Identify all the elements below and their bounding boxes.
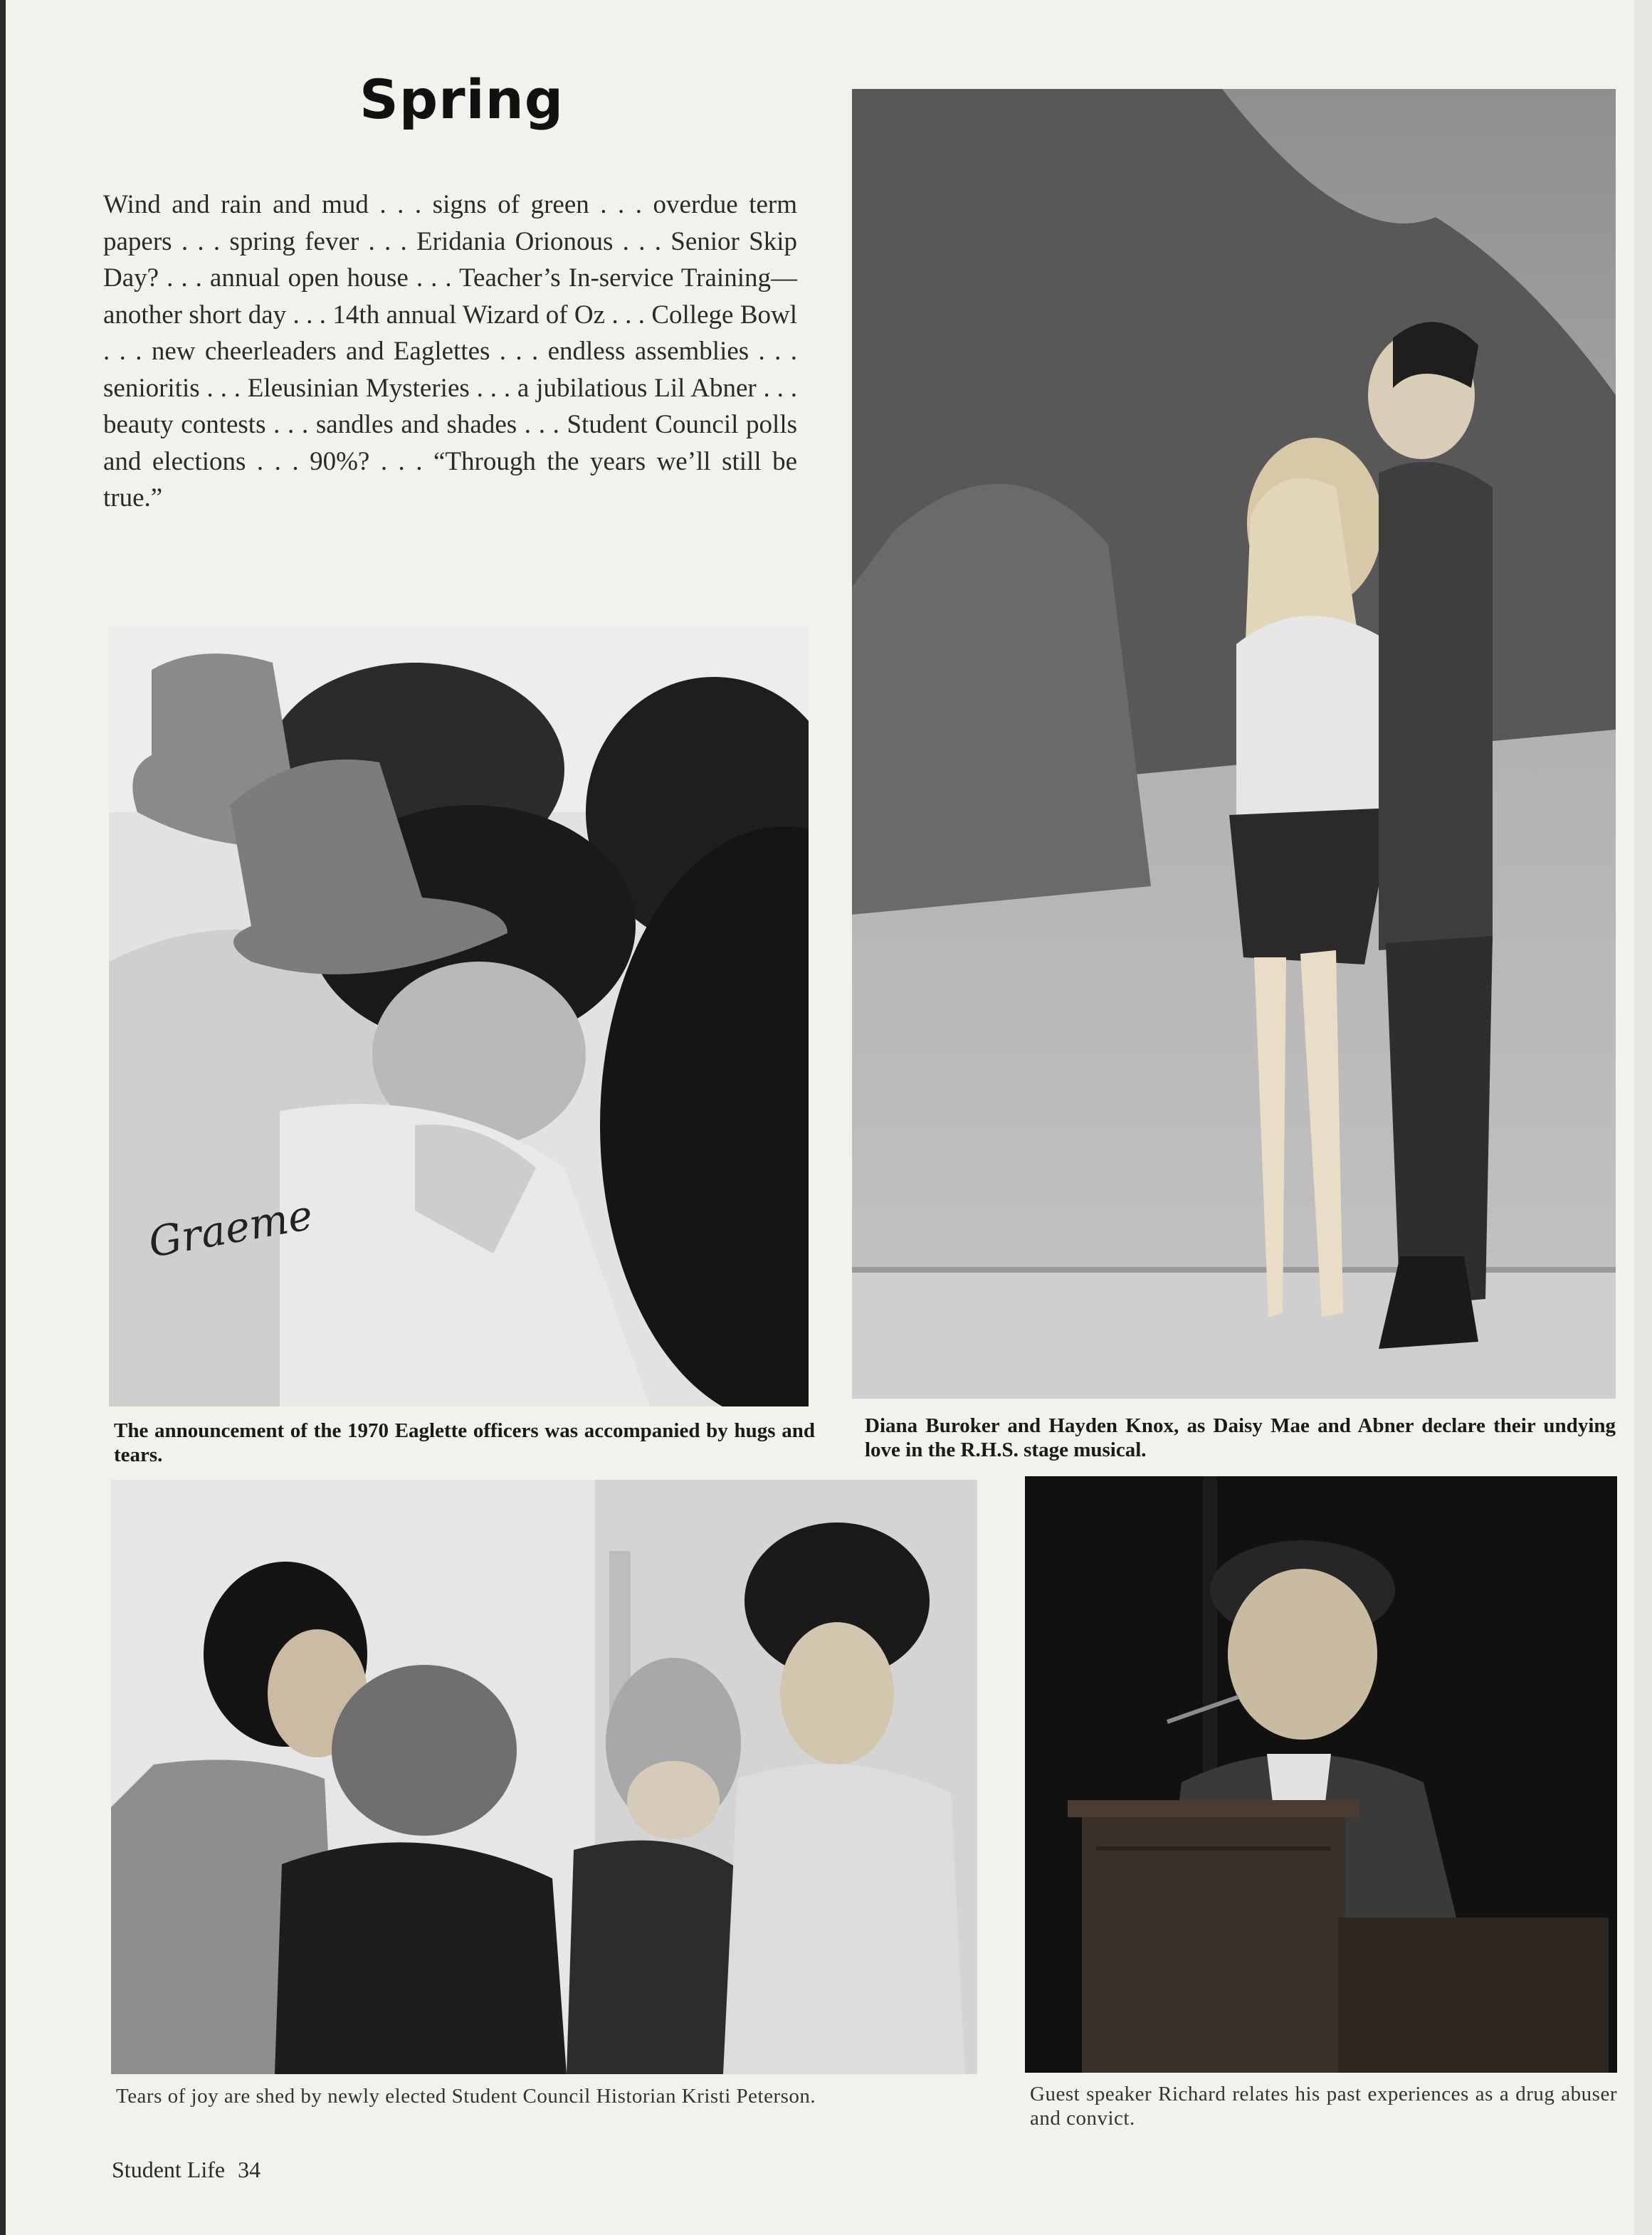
footer-page-number: 34 xyxy=(238,2157,261,2182)
photo-eaglette-hugs xyxy=(109,627,809,1406)
page-footer xyxy=(112,2157,261,2183)
jacket-lettering: Graeme xyxy=(144,1190,317,1267)
caption-tears: Tears of joy are shed by newly elected Student Council Historian Kristi Peterson. xyxy=(116,2085,816,2108)
caption-speaker: Guest speaker Richard relates his past experiences as a drug abuser and convict. xyxy=(1030,2083,1617,2130)
photo-guest-speaker xyxy=(1025,1476,1617,2073)
caption-eaglette: The announcement of the 1970 Eaglette officers was accompanied by hugs and tears. xyxy=(114,1419,815,1466)
binding-edge xyxy=(0,0,6,2235)
footer-section: Student Life xyxy=(112,2157,226,2182)
intro-paragraph: Wind and rain and mud . . . signs of green . . . overdue term papers . . . spring fever . . . Eridania Orionous . . . Senior Skip Day? . . . annual open house . . . Teacher’s In-service Training—another short day . . . 14th annual Wizard of Oz . . . College Bowl . . . new cheerleaders and Eaglettes . . . endless assemblies . . . senioritis . . . Eleusinian Mysteries . . . a jubilatious Lil Abner . . . beauty contests . . . sandles and shades . . . Student Council polls and elections . . . 90%? . . . “Through the years we’ll still be true.” xyxy=(103,190,797,512)
photo-stage-musical xyxy=(852,89,1616,1399)
tears-photo-illustration xyxy=(111,1480,977,2074)
caption-stage: Diana Buroker and Hayden Knox, as Daisy Mae and Abner declare their undying love in the R.H.S. stage musical. xyxy=(865,1414,1616,1461)
stage-photo-illustration xyxy=(852,89,1616,1399)
speaker-photo-illustration xyxy=(1025,1476,1617,2073)
page-edge xyxy=(1634,0,1652,2235)
eaglette-photo-illustration xyxy=(109,627,809,1406)
page-title: Spring xyxy=(359,68,564,131)
photo-tears-of-joy xyxy=(111,1480,977,2074)
